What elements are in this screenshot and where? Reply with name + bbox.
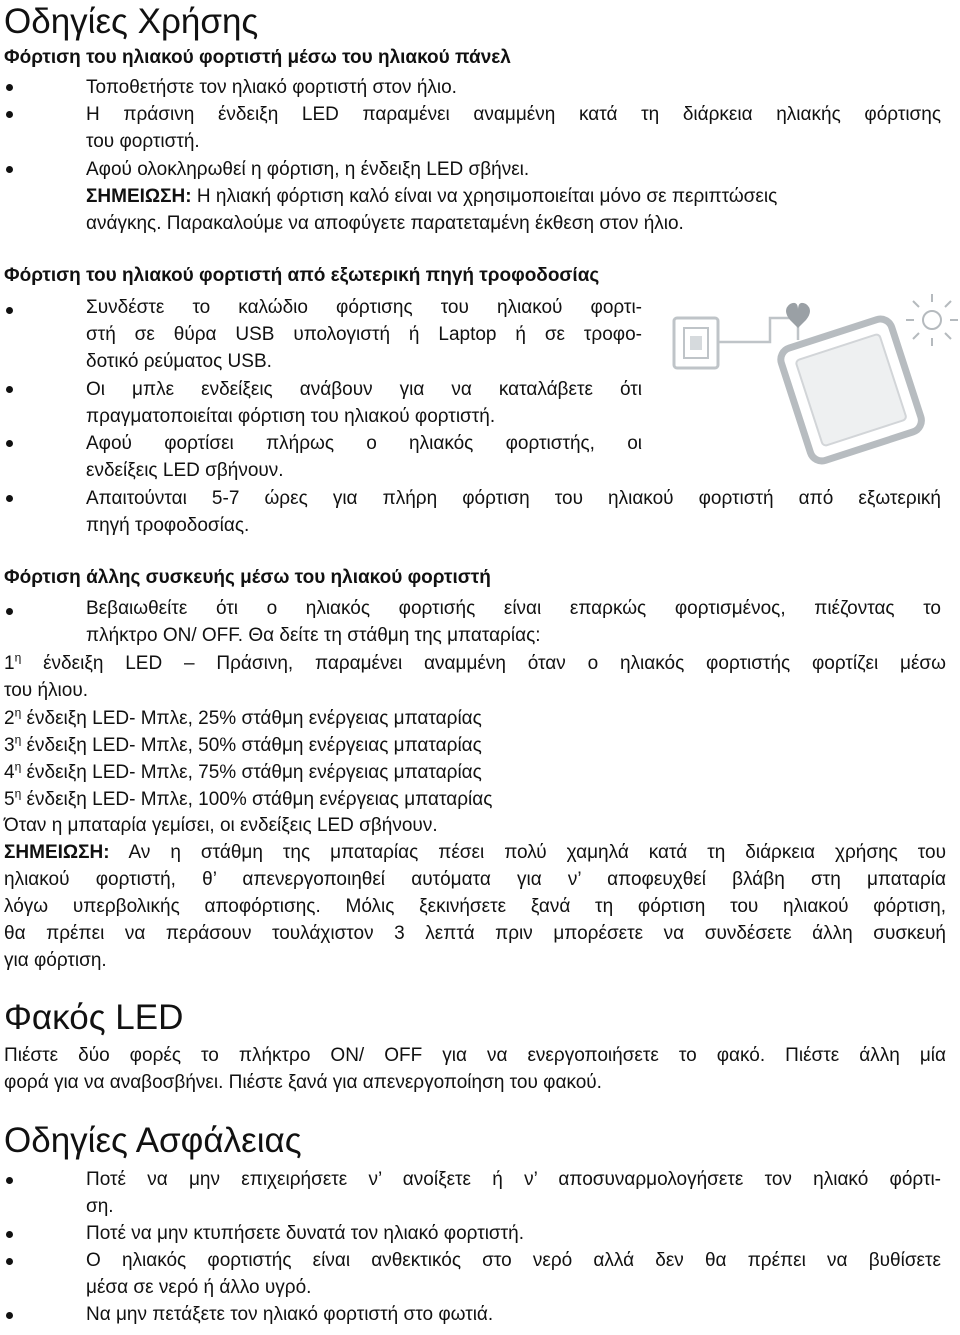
note-label: ΣΗΜΕΙΩΣΗ:	[86, 186, 192, 207]
battery-full-text: Όταν η μπαταρία γεμίσει, οι ενδείξεις LED σβήνουν.	[4, 815, 438, 836]
note-line-continued: ηλιακού φορτιστή, θ’ απενεργοποιηθεί αυτόματα για ν’ αποφευχθεί βλάβη στη μπαταρία	[4, 869, 946, 890]
list-item-continued: στή σε θύρα USB υπολογιστή ή Laptop ή σε τροφο-	[86, 324, 642, 345]
note-text: Η ηλιακή φόρτιση καλό είναι να χρησιμοποιείται μόνο σε περιπτώσεις	[191, 186, 778, 207]
section-heading-solar-panel: Φόρτιση του ηλιακού φορτιστή μέσω του ηλιακού πάνελ	[4, 47, 511, 68]
bullet-icon	[6, 1177, 13, 1184]
led-indicator-line: $1^\eta$ ένδειξη LED – Πράσινη, παραμένει αναμμένη όταν ο ηλιακός φορτιστής φορτίζει μέσω	[4, 650, 946, 674]
list-item: Να μην πετάξετε τον ηλιακό φορτιστή στο φωτιά.	[86, 1304, 494, 1325]
list-item-continued: πραγματοποιείται φόρτιση του ηλιακού φορτιστή.	[86, 406, 496, 427]
led-indicator-line: $5^\eta$ ένδειξη LED- Μπλε, 100% στάθμη ενέργειας μπαταρίας	[4, 786, 493, 810]
list-item: Η πράσινη ένδειξη LED παραμένει αναμμένη κατά τη διάρκεια ηλιακής φόρτισης	[86, 104, 941, 125]
page-title: Οδηγίες Χρήσης	[4, 2, 259, 41]
plug-icon	[786, 303, 810, 328]
bullet-icon	[6, 1231, 13, 1238]
note-line: ΣΗΜΕΙΩΣΗ: Αν η στάθμη της μπαταρίας πέσει πολύ χαμηλά κατά τη διάρκεια χρήσης του	[4, 842, 946, 863]
list-item-continued: πηγή τροφοδοσίας.	[86, 515, 250, 536]
note-label: ΣΗΜΕΙΩΣΗ:	[4, 842, 110, 863]
list-item: Ποτέ να μην κτυπήσετε δυνατά τον ηλιακό φορτιστή.	[86, 1223, 525, 1244]
bullet-icon	[6, 495, 13, 502]
bullet-icon	[6, 84, 13, 91]
list-item: Αφού φορτίσει πλήρως ο ηλιακός φορτιστής, οι	[86, 433, 642, 454]
list-item: Οι μπλε ενδείξεις ανάβουν για να καταλάβετε ότι	[86, 379, 642, 400]
led-indicator-line: $3^\eta$ ένδειξη LED- Μπλε, 50% στάθμη ενέργειας μπαταρίας	[4, 732, 482, 756]
bullet-icon	[6, 608, 13, 615]
list-item: Συνδέστε το καλώδιο φόρτισης του ηλιακού φορτι-	[86, 297, 642, 318]
note-line-continued: ανάγκης. Παρακαλούμε να αποφύγετε παρατεταμένη έκθεση στον ήλιο.	[86, 213, 684, 234]
note-line-continued: για φόρτιση.	[4, 950, 107, 971]
bullet-icon	[6, 1258, 13, 1265]
list-item: Τοποθετήστε τον ηλιακό φορτιστή στον ήλιο.	[86, 77, 457, 98]
bullet-icon	[6, 307, 13, 314]
list-item-continued: πλήκτρο ON/ OFF. Θα δείτε τη στάθμη της μπαταρίας:	[86, 625, 541, 646]
list-item: Αφού ολοκληρωθεί η φόρτιση, η ένδειξη LED σβήνει.	[86, 159, 530, 180]
led-indicator-line: $4^\eta$ ένδειξη LED- Μπλε, 75% στάθμη ενέργειας μπαταρίας	[4, 759, 482, 783]
section-title-safety: Οδηγίες Ασφάλειας	[4, 1121, 302, 1160]
list-item-continued: του φορτιστή.	[86, 131, 200, 152]
list-item-continued: ενδείξεις LED σβήνουν.	[86, 460, 284, 481]
bullet-icon	[6, 166, 13, 173]
list-item-continued: μέσα σε νερό ή άλλο υγρό.	[86, 1277, 312, 1298]
section-heading-external-power: Φόρτιση του ηλιακού φορτιστή από εξωτερική πηγή τροφοδοσίας	[4, 265, 600, 286]
usb-adapter-icon	[674, 318, 718, 368]
section-title-led-torch: Φακός LED	[4, 998, 184, 1037]
led-indicator-line: $2^\eta$ ένδειξη LED- Μπλε, 25% στάθμη ενέργειας μπαταρίας	[4, 705, 482, 729]
paragraph-line: Πιέστε δύο φορές το πλήκτρο ON/ OFF για να ενεργοποιήσετε το φακό. Πιέστε άλλη μία	[4, 1045, 946, 1066]
note-line-continued: θα πρέπει να περάσουν τουλάχιστον 3 λεπτά πριν μπορέσετε να συνδέσετε άλλη συσκευή	[4, 923, 946, 944]
section-heading-charge-device: Φόρτιση άλλης συσκευής μέσω του ηλιακού φορτιστή	[4, 567, 491, 588]
list-item: Απαιτούνται 5-7 ώρες για πλήρη φόρτιση του ηλιακού φορτιστή από εξωτερική	[86, 488, 941, 509]
led-indicator-line-continued: του ήλιου.	[4, 680, 88, 701]
paragraph-line: φορά για να αναβοσβήνει. Πιέστε ξανά για απενεργοποίηση του φακού.	[4, 1072, 602, 1093]
bullet-icon	[6, 440, 13, 447]
list-item: Ποτέ να μην επιχειρήσετε ν’ ανοίξετε ή ν’ αποσυναρμολογήσετε τον ηλιακό φόρτι-	[86, 1169, 941, 1190]
note-line-continued: λόγω υπερβολικής αποφόρτισης. Μόλις ξεκινήσετε ξανά τη φόρτιση του ηλιακού φόρτιση,	[4, 896, 946, 917]
sun-icon	[906, 294, 958, 346]
bullet-icon	[6, 386, 13, 393]
charger-connection-illustration	[660, 290, 960, 470]
bullet-icon	[6, 111, 13, 118]
solar-charger-icon	[778, 316, 925, 464]
note-line	[86, 183, 941, 210]
list-item-continued: ση.	[86, 1196, 114, 1217]
list-item: Ο ηλιακός φορτιστής είναι ανθεκτικός στο νερό αλλά δεν θα πρέπει να βυθίσετε	[86, 1250, 941, 1271]
list-item: Βεβαιωθείτε ότι ο ηλιακός φορτισής είναι επαρκώς φορτισμένος, πιέζοντας το	[86, 598, 941, 619]
list-item-continued: δοτικό ρεύματος USB.	[86, 351, 272, 372]
bullet-icon	[6, 1312, 13, 1319]
